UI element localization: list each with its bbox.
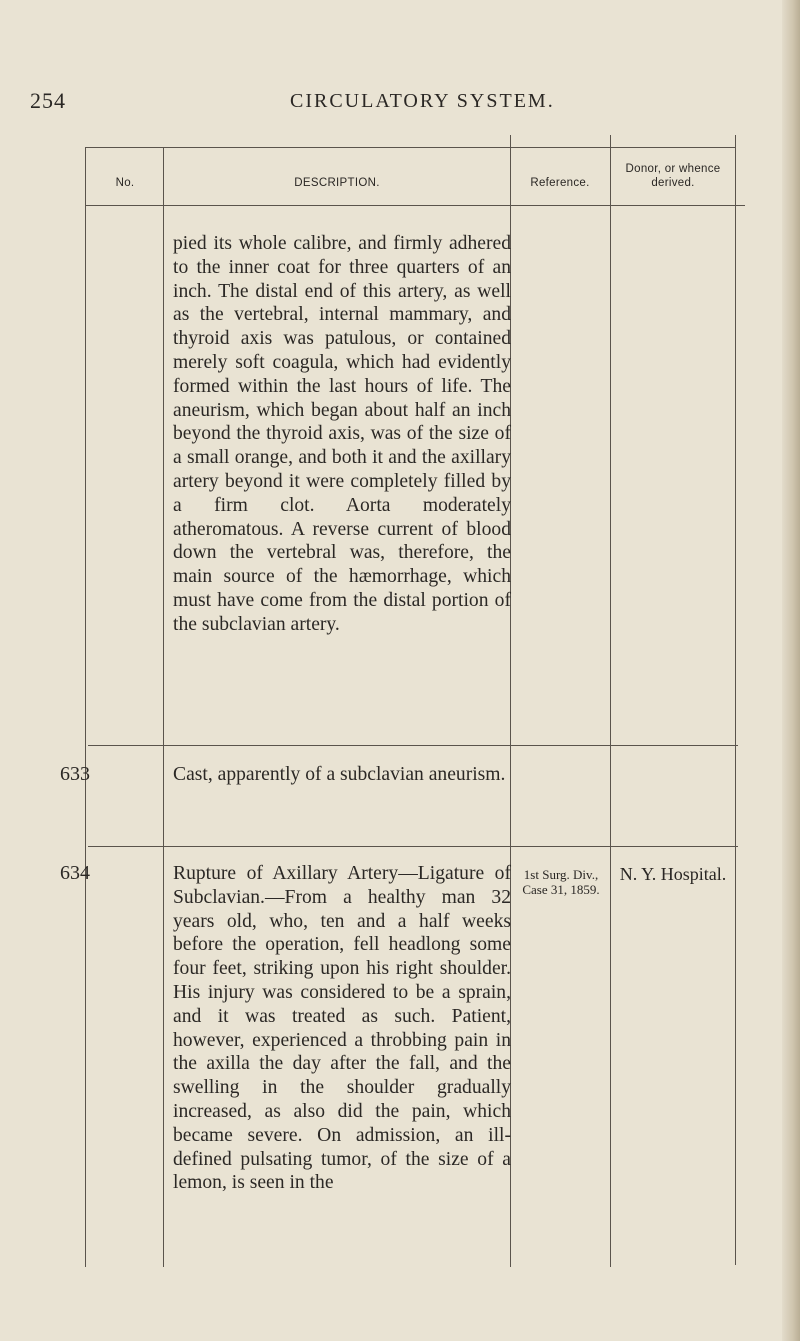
entry-633-description: Cast, apparently of a subclavian aneurism.: [173, 764, 506, 785]
page-edge: [782, 0, 800, 1341]
row-rule-634-top: [88, 846, 738, 847]
entry-634-number: 634: [60, 862, 90, 884]
header-donor: Donor, or whence derived.: [625, 163, 721, 189]
running-head: [0, 88, 800, 118]
entry-634-donor: N. Y. Hospital.: [619, 864, 727, 884]
entry-633-number: 633: [60, 763, 90, 785]
col-rule-right: [735, 135, 736, 1265]
continuation-description: pied its whole calibre, and firmly adhered to the inner coat for three quarters of an inch. The distal end of this artery, as well as the vertebral, internal mammary, and thyroid axis was patulous, or contained merely soft coagula, which had evidently formed within the last hours of life. The aneurism, which began about half an inch beyond the thyroid axis, was of the size of a small orange, and both it and the axillary artery beyond it were completely filled by a firm clot. Aorta moderately atheromatous. A reverse current of blood down the vertebral was, therefore, the main source of the hæmorrhage, which must have come from the distal portion of the subclavian artery.: [173, 233, 511, 635]
col-rule-ref: [610, 135, 611, 1267]
header-bottom-rule: [85, 205, 745, 206]
page-number: 254: [30, 88, 66, 113]
col-rule-no: [163, 147, 164, 1267]
header-reference: Reference.: [530, 177, 590, 189]
running-title: CIRCULATORY SYSTEM.: [290, 90, 555, 112]
entry-634-description: Rupture of Axillary Artery—Ligature of Subclavian.—From a healthy man 32 years old, who, ten and a half weeks before the operation, fell headlong some four feet, striking upon his right shoulder. His injury was considered to be a sprain, and it was treated as such. Patient, however, experienced a throbbing pain in the axilla the day after the fall, and the swelling in the shoulder gradually increased, as also did the pain, which became severe. On admission, an ill-defined pulsating tumor, of the size of a lemon, is seen in the: [173, 863, 511, 1194]
header-no: No.: [115, 177, 135, 189]
row-rule-633-top: [88, 745, 738, 746]
header-description: DESCRIPTION.: [294, 177, 380, 189]
entry-634-reference: 1st Surg. Div., Case 31, 1859.: [522, 867, 600, 897]
col-rule-left: [85, 147, 86, 1267]
table-top-rule: [85, 147, 735, 148]
